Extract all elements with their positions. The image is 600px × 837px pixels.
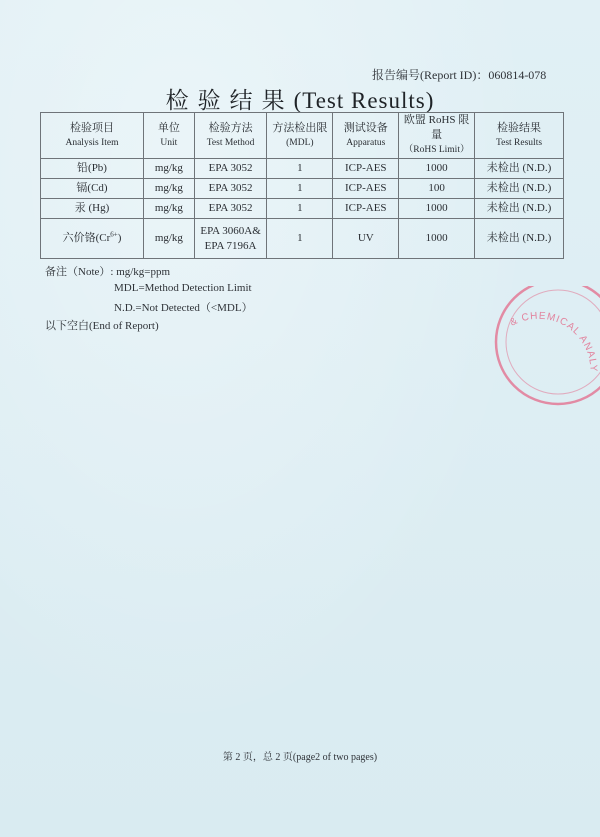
cell-mdl: 1 xyxy=(267,199,333,219)
cell-limit: 100 xyxy=(399,179,475,199)
cell-apparatus: ICP-AES xyxy=(333,159,399,179)
cell-result: 未检出 (N.D.) xyxy=(475,199,564,219)
cell-result: 未检出 (N.D.) xyxy=(475,179,564,199)
superscript: 6+ xyxy=(110,230,118,239)
report-id: 报告编号(Report ID)：060814-078 xyxy=(372,68,547,82)
cell-mdl: 1 xyxy=(267,159,333,179)
cell-result: 未检出 (N.D.) xyxy=(475,219,564,259)
cell-method: EPA 3052 xyxy=(194,159,267,179)
table-row xyxy=(41,199,564,219)
cell-item: 六价铬$(Cr^{6+})$ xyxy=(41,219,144,259)
cell-method: EPA 3052 xyxy=(194,199,267,219)
company-stamp xyxy=(490,286,600,416)
cell-mdl: 1 xyxy=(267,219,333,259)
cell-unit: mg/kg xyxy=(144,159,195,179)
col-header-limit: 欧盟 RoHS 限量 （RoHS Limit） xyxy=(399,113,475,159)
page-title xyxy=(0,82,600,115)
cell-unit: mg/kg xyxy=(144,219,195,259)
table-header-row xyxy=(41,113,564,159)
page-footer: 第 2 页，总 2 页(page2 of two pages) xyxy=(222,752,378,763)
title-en: (Test Results) xyxy=(293,88,435,113)
cell-unit: mg/kg xyxy=(144,199,195,219)
cell-unit: mg/kg xyxy=(144,179,195,199)
cell-item: 汞 (Hg) xyxy=(41,199,144,219)
cell-apparatus: UV xyxy=(333,219,399,259)
note-nd: N.D.=Not Detected（<MDL） xyxy=(114,302,253,314)
col-header-item: 检验项目 Analysis Item xyxy=(41,113,144,159)
col-header-apparatus: 测试设备 Apparatus xyxy=(333,113,399,159)
cell-apparatus: ICP-AES xyxy=(333,179,399,199)
table-row xyxy=(41,219,564,259)
cell-method: EPA 3060A& EPA 7196A xyxy=(194,219,267,259)
stamp-text: & CHEMICAL ANALY xyxy=(508,310,599,373)
svg-text:& CHEMICAL ANALY xyxy=(508,311,598,373)
cell-item: 铅(Pb) xyxy=(41,159,144,179)
cell-apparatus: ICP-AES xyxy=(333,199,399,219)
cell-result: 未检出 (N.D.) xyxy=(475,159,564,179)
cell-limit: 1000 xyxy=(399,159,475,179)
note-remark: 备注（Note）: mg/kg=ppm xyxy=(45,266,171,278)
col-header-result: 检验结果 Test Results xyxy=(475,113,564,159)
title-cn: 检验结果 xyxy=(165,88,294,113)
table-row xyxy=(41,179,564,199)
col-header-unit: 单位 Unit xyxy=(144,113,195,159)
cell-limit: 1000 xyxy=(399,199,475,219)
end-of-report: 以下空白(End of Report) xyxy=(45,320,159,332)
col-header-method: 检验方法 Test Method xyxy=(194,113,267,159)
cell-method: EPA 3052 xyxy=(194,179,267,199)
table-row xyxy=(41,159,564,179)
results-table xyxy=(40,112,564,259)
cell-limit: 1000 xyxy=(399,219,475,259)
col-header-mdl: 方法检出限 (MDL) xyxy=(267,113,333,159)
note-mdl: MDL=Method Detection Limit xyxy=(114,282,252,294)
cell-mdl: 1 xyxy=(267,179,333,199)
cell-item: 镉(Cd) xyxy=(41,179,144,199)
